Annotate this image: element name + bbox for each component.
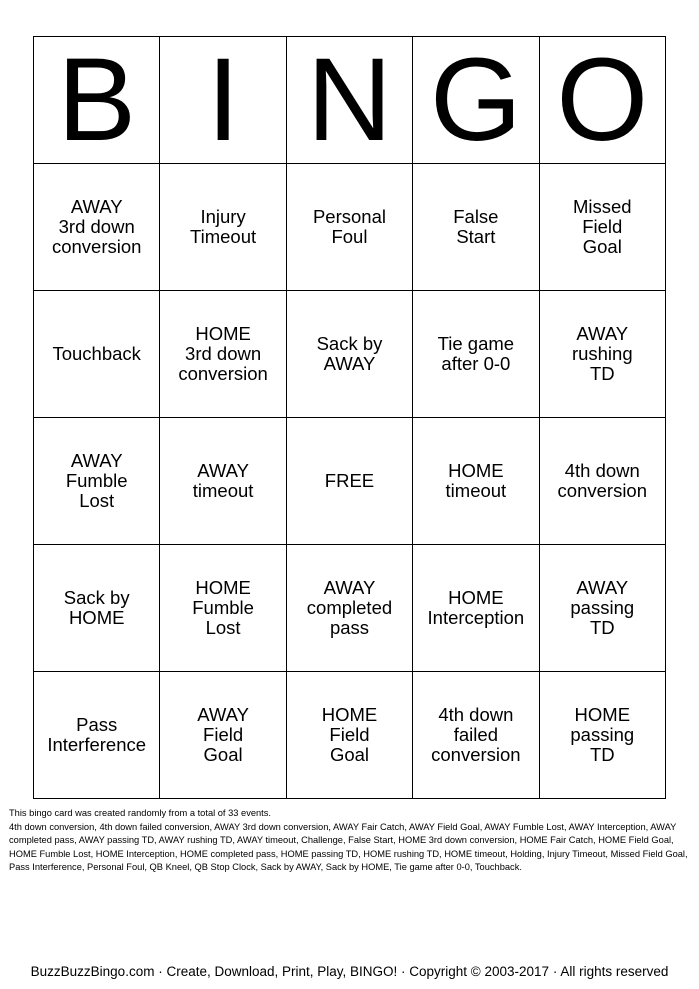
bingo-cell-text — [164, 207, 281, 247]
bingo-cell — [34, 672, 160, 799]
bingo-cell-line: Interception — [427, 607, 525, 628]
bingo-cell-line: Sack by — [63, 587, 130, 608]
bingo-cell — [34, 418, 160, 545]
bingo-cell-line: Tie game — [437, 333, 515, 354]
bingo-cell — [413, 672, 539, 799]
bingo-cell-line: HOME — [574, 704, 631, 725]
bingo-cell-text — [164, 324, 281, 384]
bingo-cell-text — [417, 461, 534, 501]
bingo-cell-text — [291, 207, 408, 247]
header-letter-g: G — [413, 37, 539, 164]
bingo-cell — [160, 164, 286, 291]
bingo-cell-line: failed — [453, 724, 498, 745]
bingo-cell — [286, 291, 412, 418]
bingo-cell — [34, 291, 160, 418]
site-credits: BuzzBuzzBingo.com · Create, Download, Print, Play, BINGO! · Copyright © 2003-2017 · All rights reserved — [30, 964, 669, 979]
bingo-cell-line: Missed — [572, 196, 632, 217]
bingo-cell — [539, 545, 665, 672]
bingo-cell-line: HOME — [68, 607, 125, 628]
bingo-cell-line: timeout — [445, 480, 507, 501]
bingo-cell-line: HOME — [448, 587, 504, 608]
bingo-cell-line: AWAY — [323, 353, 376, 374]
bingo-cell-line: Fumble — [65, 470, 128, 491]
bingo-cell-line: TD — [589, 617, 615, 638]
bingo-cell-text — [291, 705, 408, 765]
bingo-cell — [160, 545, 286, 672]
bingo-row — [34, 164, 666, 291]
bingo-cell-text — [417, 334, 534, 374]
bingo-cell-line: HOME — [448, 460, 504, 481]
bingo-cell-line: rushing — [571, 343, 633, 364]
bingo-cell-text — [38, 588, 155, 628]
bingo-cell — [160, 418, 286, 545]
bingo-cell-text — [291, 334, 408, 374]
bingo-cell-line: AWAY — [70, 450, 123, 471]
bingo-cell-line: conversion — [178, 363, 268, 384]
bingo-cell-text — [417, 207, 534, 247]
bingo-cell-line: Field — [329, 724, 370, 745]
header-letter-o: O — [539, 37, 665, 164]
bingo-cell-text — [291, 578, 408, 638]
bingo-cell-line: TD — [589, 744, 615, 765]
bingo-cell-line: 4th down — [564, 460, 640, 481]
bingo-cell-line: FREE — [324, 470, 375, 491]
bingo-cell-line: conversion — [431, 744, 521, 765]
bingo-cell-line: Touchback — [52, 343, 141, 364]
bingo-cell-line: conversion — [51, 236, 142, 257]
bingo-cell-text — [544, 197, 661, 257]
bingo-cell-text — [164, 705, 281, 765]
bingo-cell — [413, 545, 539, 672]
bingo-cell-line: 3rd down — [185, 343, 262, 364]
bingo-cell-line: timeout — [192, 480, 254, 501]
bingo-cell — [34, 545, 160, 672]
bingo-cell-line: Personal — [312, 206, 386, 227]
bingo-cell-line: AWAY — [576, 323, 629, 344]
bingo-cell — [539, 164, 665, 291]
bingo-cell — [413, 164, 539, 291]
bingo-cell-line: 4th down — [438, 704, 514, 725]
bingo-cell-line: AWAY — [197, 460, 249, 481]
bingo-cell-line: Interference — [47, 734, 147, 755]
bingo-cell — [539, 672, 665, 799]
bingo-cell-text — [544, 324, 661, 384]
bingo-cell-text — [164, 578, 281, 638]
card-summary: This bingo card was created randomly from a total of 33 events. — [9, 808, 271, 818]
bingo-grid — [34, 164, 666, 799]
bingo-cell-line: AWAY — [323, 577, 376, 598]
bingo-cell — [286, 164, 412, 291]
bingo-cell-line: Lost — [79, 490, 115, 511]
bingo-cell-line: Lost — [205, 617, 241, 638]
bingo-cell-line: 3rd down — [58, 216, 135, 237]
bingo-cell-line: False — [453, 206, 499, 227]
bingo-cell-line: Injury — [200, 206, 246, 227]
bingo-cell-line: Goal — [329, 744, 370, 765]
bingo-cell-line: AWAY — [197, 704, 249, 725]
bingo-cell — [286, 545, 412, 672]
bingo-cell-line: completed — [306, 597, 393, 618]
bingo-row — [34, 418, 666, 545]
bingo-cell-line: passing — [570, 597, 635, 618]
bingo-cell — [160, 672, 286, 799]
bingo-cell-text — [544, 461, 661, 501]
header-letter-i: I — [160, 37, 286, 164]
header-letter-b: B — [34, 37, 160, 164]
bingo-row — [34, 291, 666, 418]
bingo-cell-text — [544, 578, 661, 638]
card-info — [9, 807, 693, 875]
bingo-cell — [413, 291, 539, 418]
bingo-cell-text — [38, 451, 155, 511]
bingo-cell — [34, 164, 160, 291]
bingo-cell — [286, 418, 412, 545]
bingo-cell-line: passing — [570, 724, 635, 745]
bingo-row — [34, 672, 666, 799]
bingo-cell — [413, 418, 539, 545]
bingo-cell-text — [38, 197, 155, 257]
bingo-cell-line: Field — [203, 724, 244, 745]
bingo-cell-line: AWAY — [576, 577, 629, 598]
bingo-card — [33, 36, 666, 799]
bingo-cell-line: HOME — [195, 323, 251, 344]
bingo-cell-line: Fumble — [192, 597, 254, 618]
bingo-cell-line: pass — [329, 617, 370, 638]
bingo-cell-text — [417, 588, 534, 628]
bingo-cell — [286, 672, 412, 799]
bingo-cell-line: AWAY — [70, 196, 123, 217]
bingo-cell-line: conversion — [557, 480, 648, 501]
bingo-cell-text — [38, 344, 155, 364]
bingo-cell-line: Timeout — [190, 226, 257, 247]
bingo-header-row — [34, 37, 666, 164]
header-letter-n: N — [286, 37, 412, 164]
bingo-cell-line: Goal — [582, 236, 622, 257]
bingo-cell-line: Foul — [331, 226, 368, 247]
bingo-row — [34, 545, 666, 672]
bingo-cell-line: Goal — [203, 744, 243, 765]
bingo-cell-line: HOME — [321, 704, 378, 725]
bingo-cell-line: Sack by — [316, 333, 383, 354]
bingo-cell-text — [417, 705, 534, 765]
bingo-cell-text — [544, 705, 661, 765]
bingo-cell-line: Field — [582, 216, 623, 237]
bingo-cell — [539, 418, 665, 545]
bingo-cell-line: HOME — [195, 577, 251, 598]
event-list: 4th down conversion, 4th down failed conversion, AWAY 3rd down conversion, AWAY Fair Catch, AWAY Field Goal, AWAY Fumble Lost, AWAY Interception, AWAY completed pass, AWAY passing TD, AWAY rushing TD, AWAY timeout, Challenge, False Start, HOME 3rd down conversion, HOME Fair Catch, HOME Field Goal, HOME Fumble Lost, HOME Interception, HOME completed pass, HOME passing TD, HOME rushing TD, HOME timeout, Holding, Injury Timeout, Missed Field Goal, Pass Interference, Personal Foul, QB Kneel, QB Stop Clock, Sack by AWAY, Sack by HOME, Tie game after 0-0, Touchback. — [9, 821, 688, 872]
bingo-cell-line: TD — [589, 363, 615, 384]
bingo-cell-text — [164, 461, 281, 501]
bingo-cell-line: Pass — [76, 714, 118, 735]
bingo-cell — [539, 291, 665, 418]
bingo-cell-text — [291, 471, 408, 491]
bingo-cell-line: after 0-0 — [441, 353, 511, 374]
bingo-cell — [160, 291, 286, 418]
bingo-cell-text — [38, 715, 155, 755]
bingo-cell-line: Start — [456, 226, 496, 247]
